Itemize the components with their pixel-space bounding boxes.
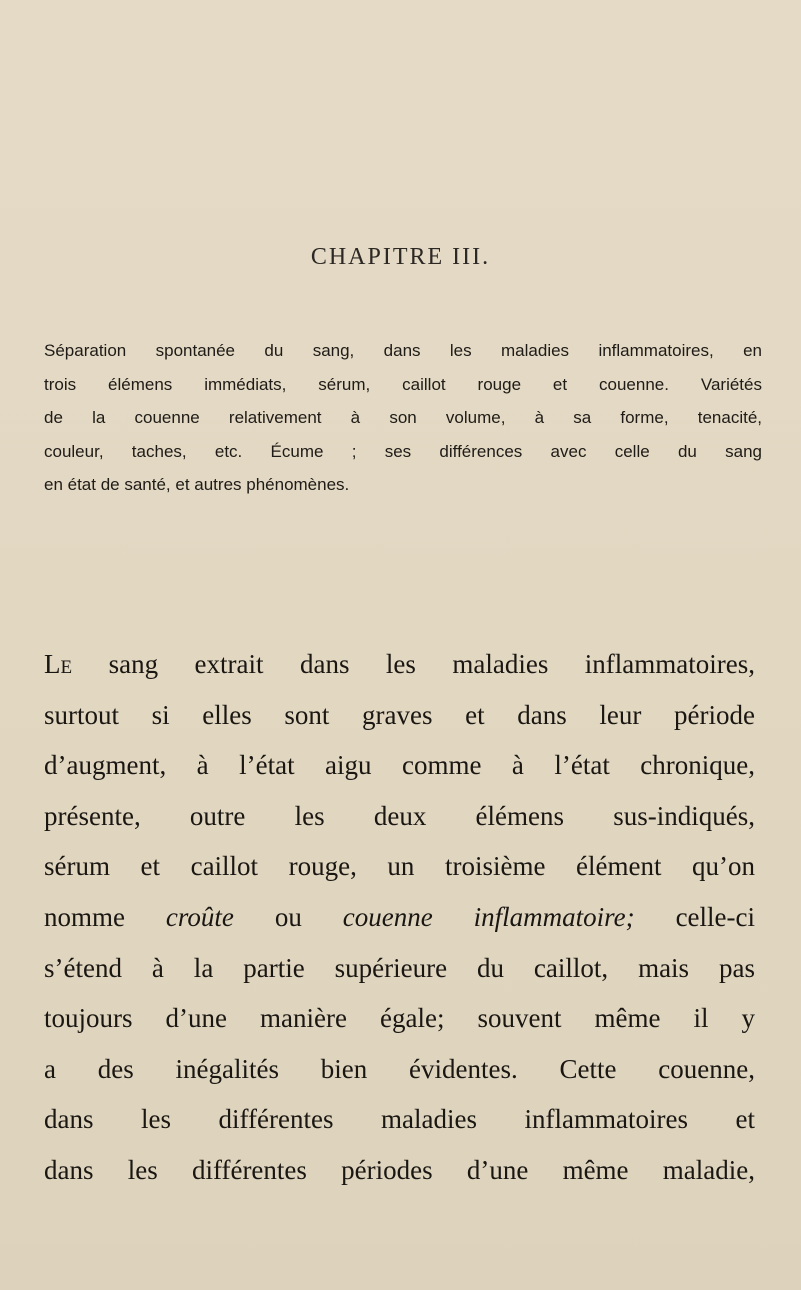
body-line-text: celle-ci [634, 901, 755, 932]
body-paragraph [44, 639, 755, 1196]
body-line-text: ou [233, 901, 343, 932]
body-line: sérum et caillot rouge, un troisième élément qu’on [44, 851, 755, 882]
body-line: toujours d’une manière égale; souvent même il y [44, 1003, 755, 1034]
body-line: dans les différentes périodes d’une même maladie, [44, 1154, 755, 1185]
body-line: dans les différentes maladies inflammatoires et [44, 1104, 755, 1135]
chapter-title: CHAPITRE III. [310, 244, 491, 270]
body-line: surtout si elles sont graves et dans leur période [44, 699, 755, 730]
summary-line: de la couenne relativement à son volume, à sa forme, tenacité, [44, 408, 762, 428]
chapter-summary [44, 334, 762, 502]
body-line [44, 892, 755, 943]
first-word: Le [44, 649, 73, 679]
italic-term: couenne inflammatoire; [342, 901, 635, 932]
summary-line: en état de santé, et autres phénomènes. [44, 475, 350, 495]
summary-line: trois élémens immédiats, sérum, caillot rouge et couenne. Variétés [44, 374, 762, 394]
body-line [44, 639, 755, 690]
body-line: s’étend à la partie supérieure du caillot, mais pas [44, 952, 755, 983]
body-line: a des inégalités bien évidentes. Cette couenne, [44, 1053, 755, 1084]
body-line: présente, outre les deux élémens sus-indiqués, [44, 800, 755, 831]
body-line-text: nomme [44, 901, 166, 932]
body-line: d’augment, à l’état aigu comme à l’état chronique, [44, 750, 755, 781]
summary-line: couleur, taches, etc. Écume ; ses différences avec celle du sang [44, 441, 762, 461]
summary-line: Séparation spontanée du sang, dans les maladies inflammatoires, en [44, 341, 762, 360]
italic-term: croûte [165, 901, 234, 932]
body-line-text: sang extrait dans les maladies inflammatoires, [72, 649, 755, 679]
